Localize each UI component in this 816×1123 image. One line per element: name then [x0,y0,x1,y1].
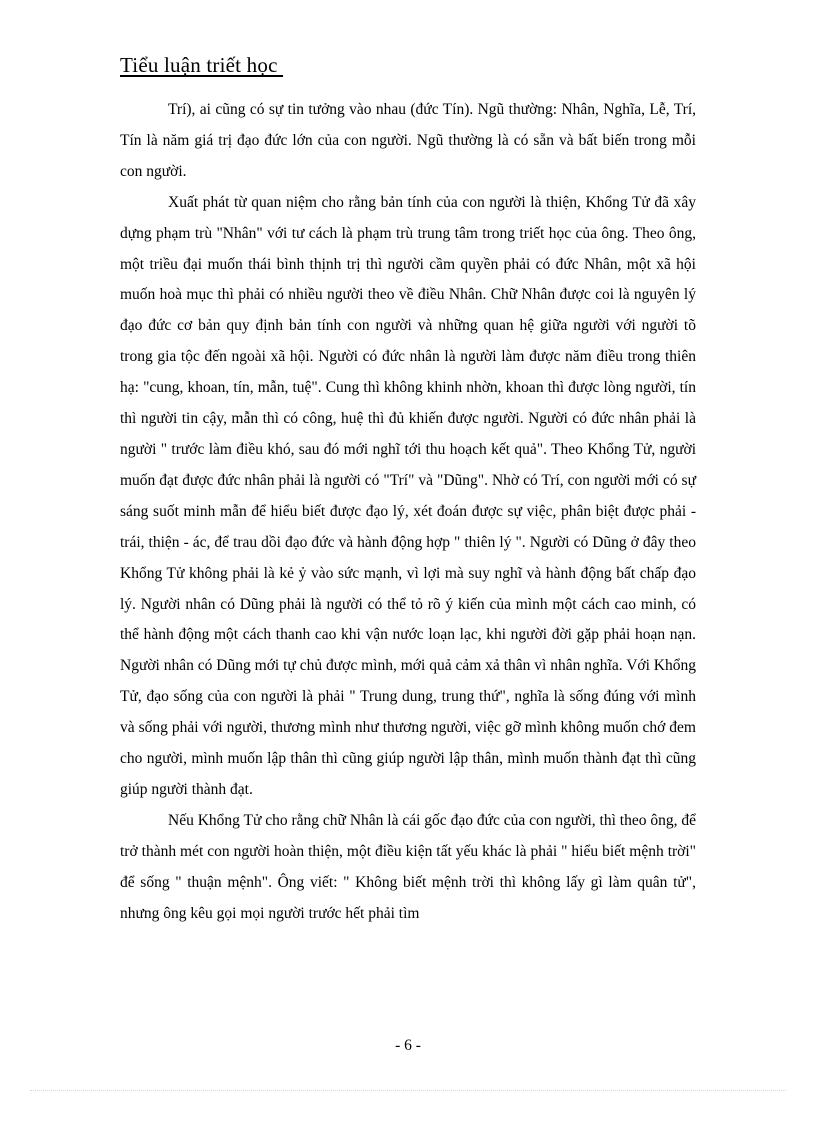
paragraph-2: Xuất phát từ quan niệm cho rằng bản tính của con người là thiện, Khổng Tử đã xây dựng phạm trù "Nhân" với tư cách là phạm trù trung tâm trong triết học của ông. Theo ông, một triều đại muốn thái bình thịnh trị thì người cầm quyền phải có đức Nhân, một xã hội muốn hoà mục thì phải có nhiều người theo về điều Nhân. Chữ Nhân được coi là nguyên lý đạo đức cơ bản quy định bản tính con người và những quan hệ giữa người với người tõ trong gia tộc đến ngoài xã hội. Người có đức nhân là người làm được năm điều trong thiên hạ: "cung, khoan, tín, mẫn, tuệ". Cung thì không khinh nhờn, khoan thì được lòng người, tín thì người tin cậy, mẫn thì có công, huệ thì đủ khiến được người. Người có đức nhân phải là người " trước làm điều khó, sau đó mới nghĩ tới thu hoạch kết quả". Theo Khổng Tử, người muốn đạt được đức nhân phải là người có "Trí" và "Dũng". Nhờ có Trí, con người mới có sự sáng suốt minh mẫn để hiểu biết được đạo lý, xét đoán được sự việc, phân biệt được phải - trái, thiện - ác, để trau dồi đạo đức và hành động hợp " thiên lý ". Người có Dũng ở đây theo Khổng Tử không phải là kẻ ỷ vào sức mạnh, vì lợi mà suy nghĩ và hành động bất chấp đạo lý. Người nhân có Dũng phải là người có thể tỏ rõ ý kiến của mình một cách cao minh, có thể hành động một cách thanh cao khi vận nước loạn lạc, khi người đời gặp phải hoạn nạn. Người nhân có Dũng mới tự chủ được mình, mới quả cảm xả thân vì nhân nghĩa. Với Khổng Tử, đạo sống của con người là phải " Trung dung, trung thứ", nghĩa là sống đúng với mình và sống phải với người, thương mình như thương người, việc gỡ mình không muốn chớ đem cho người, mình muốn lập thân thì cũng giúp người lập thân, mình muốn thành đạt thì cũng giúp người thành đạt. [120,193,696,798]
paragraph-3: Nếu Khổng Tử cho rằng chữ Nhân là cái gốc đạo đức của con người, thì theo ông, để trở thành mét con người hoàn thiện, một điều kiện tất yếu khác là phải " hiểu biết mệnh trời" để sống " thuận mệnh". Ông viết: " Không biết mệnh trời thì không lấy gì làm quân tử", nhưng ông kêu gọi mọi người trước hết phải tìm [120,811,696,922]
paragraph-1: Trí), ai cũng có sự tin tưởng vào nhau (đức Tín). Ngũ thường: Nhân, Nghĩa, Lễ, Trí, Tín là năm giá trị đạo đức lớn của con người. Ngũ thường là có sẵn và bất biến trong mỗi con người. [120,101,696,180]
page-bottom-divider [30,1090,786,1091]
page-number: - 6 - [395,1037,421,1054]
document-body [120,95,696,929]
page-title: Tiểu luận triết học [120,53,284,77]
